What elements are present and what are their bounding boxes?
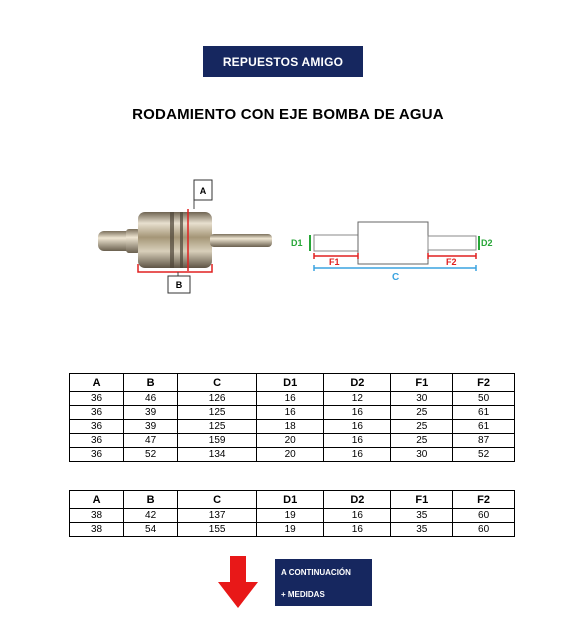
label-b: B — [175, 280, 183, 290]
cell: 54 — [124, 523, 178, 537]
cell: 36 — [70, 420, 124, 434]
cell: 159 — [178, 434, 257, 448]
brand-banner: REPUESTOS AMIGO — [203, 46, 363, 77]
cell: 25 — [391, 420, 453, 434]
cell: 38 — [70, 509, 124, 523]
specs-table-2 — [69, 490, 515, 537]
cell: 60 — [453, 509, 515, 523]
specs-table-1 — [69, 373, 515, 462]
cell: 16 — [324, 406, 391, 420]
cell: 19 — [257, 523, 324, 537]
cell: 20 — [257, 448, 324, 462]
cell: 16 — [324, 523, 391, 537]
header-cell: D2 — [324, 374, 391, 392]
cell: 16 — [257, 406, 324, 420]
cell: 52 — [453, 448, 515, 462]
cell: 38 — [70, 523, 124, 537]
table-row — [70, 392, 515, 406]
cell: 50 — [453, 392, 515, 406]
label-f1: F1 — [329, 257, 340, 267]
cell: 36 — [70, 406, 124, 420]
cell: 87 — [453, 434, 515, 448]
label-f2: F2 — [446, 257, 457, 267]
label-d1: D1 — [291, 238, 303, 248]
cell: 16 — [324, 509, 391, 523]
continue-line-1: A CONTINUACIÓN — [281, 568, 351, 577]
label-c: C — [392, 272, 400, 282]
table-row — [70, 420, 515, 434]
cell: 35 — [391, 523, 453, 537]
label-a: A — [199, 186, 207, 196]
bearing-shaft-illustration — [90, 176, 276, 296]
continue-notice — [275, 559, 372, 606]
cell: 20 — [257, 434, 324, 448]
header-cell: F2 — [453, 491, 515, 509]
cell: 12 — [324, 392, 391, 406]
cell: 125 — [178, 420, 257, 434]
shaft-right — [210, 234, 272, 247]
table-row — [70, 406, 515, 420]
cell: 16 — [257, 392, 324, 406]
header-cell: D2 — [324, 491, 391, 509]
cell: 61 — [453, 420, 515, 434]
continue-line-2: + MEDIDAS — [281, 590, 325, 599]
cell: 61 — [453, 406, 515, 420]
cell: 39 — [124, 420, 178, 434]
cell: 18 — [257, 420, 324, 434]
dimension-schematic — [288, 212, 498, 282]
table-row — [70, 523, 515, 537]
header-cell: F1 — [391, 491, 453, 509]
cell: 25 — [391, 434, 453, 448]
cell: 16 — [324, 434, 391, 448]
cell: 30 — [391, 448, 453, 462]
cell: 35 — [391, 509, 453, 523]
header-cell: C — [178, 374, 257, 392]
cell: 134 — [178, 448, 257, 462]
table-row — [70, 448, 515, 462]
header-cell: F2 — [453, 374, 515, 392]
cell: 125 — [178, 406, 257, 420]
cell: 16 — [324, 420, 391, 434]
header-cell: A — [70, 374, 124, 392]
bearing-body — [138, 212, 212, 268]
header-cell: A — [70, 491, 124, 509]
header-cell: B — [124, 491, 178, 509]
cell: 42 — [124, 509, 178, 523]
table-row — [70, 509, 515, 523]
cell: 25 — [391, 406, 453, 420]
cell: 39 — [124, 406, 178, 420]
cell: 19 — [257, 509, 324, 523]
header-cell: B — [124, 374, 178, 392]
cell: 36 — [70, 434, 124, 448]
cell: 155 — [178, 523, 257, 537]
cell: 137 — [178, 509, 257, 523]
header-cell: F1 — [391, 374, 453, 392]
cell: 16 — [324, 448, 391, 462]
cell: 60 — [453, 523, 515, 537]
label-d2: D2 — [481, 238, 493, 248]
page-title: RODAMIENTO CON EJE BOMBA DE AGUA — [132, 106, 444, 123]
down-arrow-icon — [216, 556, 260, 610]
header-cell: D1 — [257, 491, 324, 509]
cell: 36 — [70, 392, 124, 406]
header-cell: D1 — [257, 374, 324, 392]
cell: 36 — [70, 448, 124, 462]
cell: 47 — [124, 434, 178, 448]
table-row — [70, 434, 515, 448]
cell: 126 — [178, 392, 257, 406]
cell: 46 — [124, 392, 178, 406]
cell: 52 — [124, 448, 178, 462]
header-cell: C — [178, 491, 257, 509]
cell: 30 — [391, 392, 453, 406]
